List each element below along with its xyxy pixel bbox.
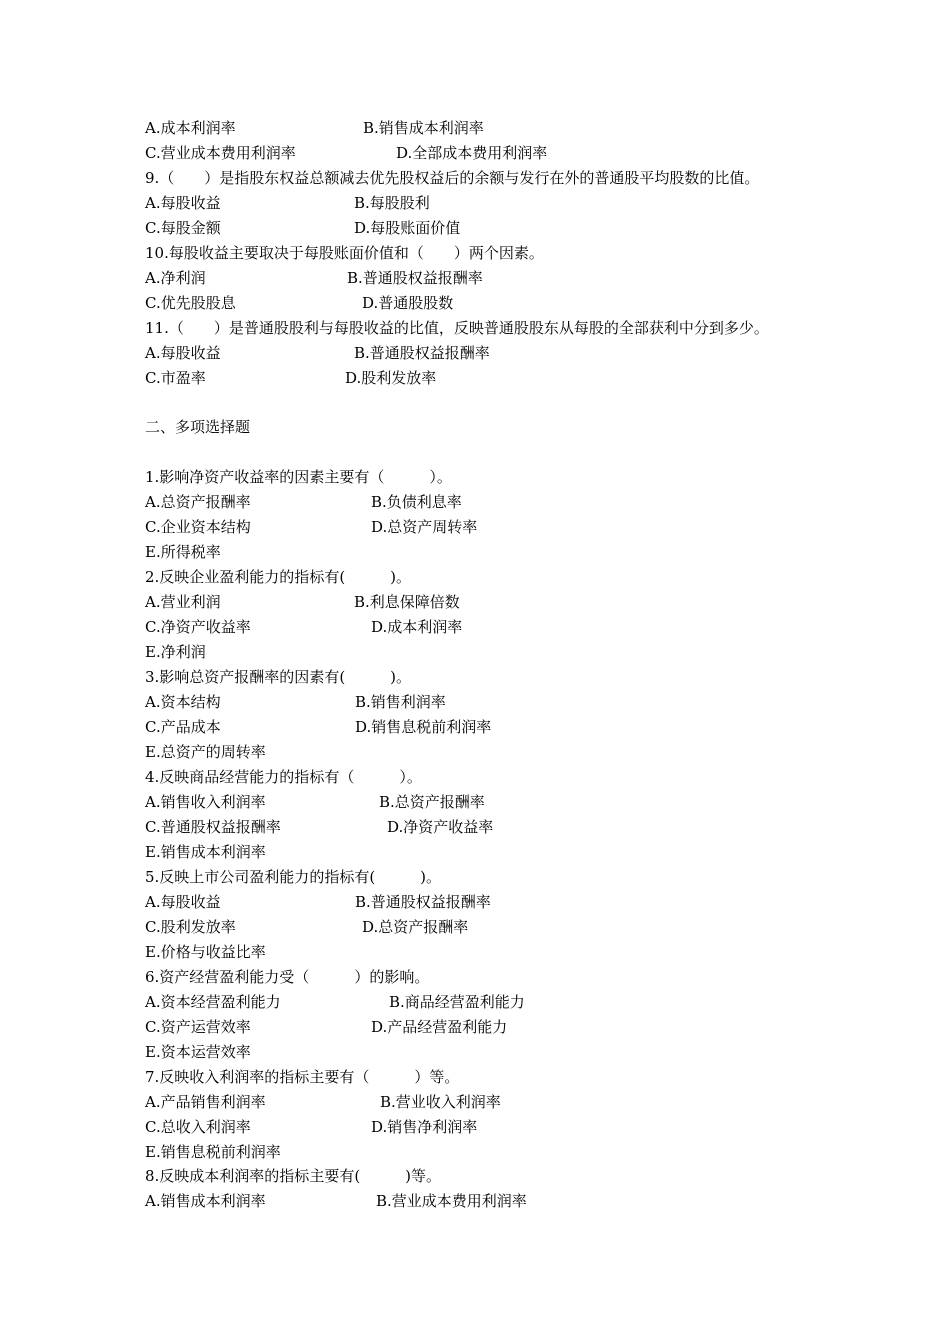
option-b-text: B.营业收入利润率	[380, 1093, 501, 1111]
option-a-text: C.资产运营效率	[145, 1018, 251, 1036]
option-a-text: A.每股收益	[145, 344, 221, 362]
question-text: 4.反映商品经营能力的指标有（ ）。	[145, 768, 422, 786]
option-b-text: B.普通股权益报酬率	[347, 269, 483, 287]
option-a-text: A.营业利润	[145, 593, 221, 611]
option-a-text: A.每股收益	[145, 893, 221, 911]
option-a-text: C.净资产收益率	[145, 618, 251, 636]
option-b-text: D.销售息税前利润率	[355, 718, 492, 736]
option-a-text: A.总资产报酬率	[145, 493, 251, 511]
option-b-text: B.负债利息率	[371, 493, 462, 511]
question-text: E.净利润	[145, 643, 206, 661]
question-text: 1.影响净资产收益率的因素主要有（ ）。	[145, 468, 452, 486]
option-a-text: A.资本结构	[145, 693, 221, 711]
option-b-text: B.普通股权益报酬率	[354, 344, 490, 362]
option-a-text: C.优先股股息	[145, 294, 236, 312]
question-text: E.价格与收益比率	[145, 943, 266, 961]
option-b-text: B.商品经营盈利能力	[389, 993, 525, 1011]
option-b-text: D.销售净利润率	[371, 1118, 478, 1136]
question-text: 3.影响总资产报酬率的因素有( )。	[145, 668, 412, 686]
option-a-text: A.产品销售利润率	[145, 1093, 266, 1111]
question-text: 8.反映成本利润率的指标主要有( )等。	[145, 1167, 442, 1185]
option-a-text: A.成本利润率	[145, 119, 236, 137]
option-a-text: A.销售收入利润率	[145, 793, 266, 811]
question-text: 二、多项选择题	[145, 418, 251, 436]
option-b-text: D.总资产周转率	[371, 518, 478, 536]
question-text: 5.反映上市公司盈利能力的指标有( )。	[145, 868, 442, 886]
question-text: E.销售息税前利润率	[145, 1143, 281, 1161]
question-text: E.资本运营效率	[145, 1043, 251, 1061]
option-b-text: B.销售成本利润率	[363, 119, 484, 137]
option-b-text: D.普通股股数	[362, 294, 454, 312]
question-text: E.销售成本利润率	[145, 843, 266, 861]
option-b-text: D.总资产报酬率	[362, 918, 469, 936]
option-b-text: B.利息保障倍数	[354, 593, 460, 611]
option-a-text: A.资本经营盈利能力	[145, 993, 281, 1011]
option-a-text: C.营业成本费用利润率	[145, 144, 296, 162]
option-b-text: B.每股股利	[354, 194, 430, 212]
option-b-text: D.全部成本费用利润率	[396, 144, 548, 162]
option-a-text: C.普通股权益报酬率	[145, 818, 281, 836]
option-b-text: B.销售利润率	[355, 693, 446, 711]
option-a-text: C.产品成本	[145, 718, 221, 736]
question-text: 11.（ ）是普通股股利与每股收益的比值，反映普通股股东从每股的全部获利中分到多少。	[145, 319, 769, 337]
question-text: 6.资产经营盈利能力受（ ）的影响。	[145, 968, 430, 986]
option-b-text: D.股利发放率	[345, 369, 437, 387]
option-a-text: C.每股金额	[145, 219, 221, 237]
option-b-text: B.营业成本费用利润率	[376, 1192, 527, 1210]
question-text: 10.每股收益主要取决于每股账面价值和（ ）两个因素。	[145, 244, 544, 262]
option-a-text: A.净利润	[145, 269, 206, 287]
option-b-text: B.普通股权益报酬率	[355, 893, 491, 911]
question-text: 9.（ ）是指股东权益总额减去优先股权益后的余额与发行在外的普通股平均股数的比值。	[145, 169, 760, 187]
question-text: E.总资产的周转率	[145, 743, 266, 761]
question-text: E.所得税率	[145, 543, 221, 561]
option-b-text: B.总资产报酬率	[379, 793, 485, 811]
option-b-text: D.每股账面价值	[354, 219, 461, 237]
option-a-text: C.总收入利润率	[145, 1118, 251, 1136]
option-a-text: C.股利发放率	[145, 918, 236, 936]
question-text: 7.反映收入利润率的指标主要有（ ）等。	[145, 1068, 460, 1086]
question-text: 2.反映企业盈利能力的指标有( )。	[145, 568, 412, 586]
option-a-text: A.销售成本利润率	[145, 1192, 266, 1210]
option-a-text: A.每股收益	[145, 194, 221, 212]
option-b-text: D.成本利润率	[371, 618, 463, 636]
option-b-text: D.产品经营盈利能力	[371, 1018, 508, 1036]
option-a-text: C.企业资本结构	[145, 518, 251, 536]
option-a-text: C.市盈率	[145, 369, 206, 387]
option-b-text: D.净资产收益率	[387, 818, 494, 836]
